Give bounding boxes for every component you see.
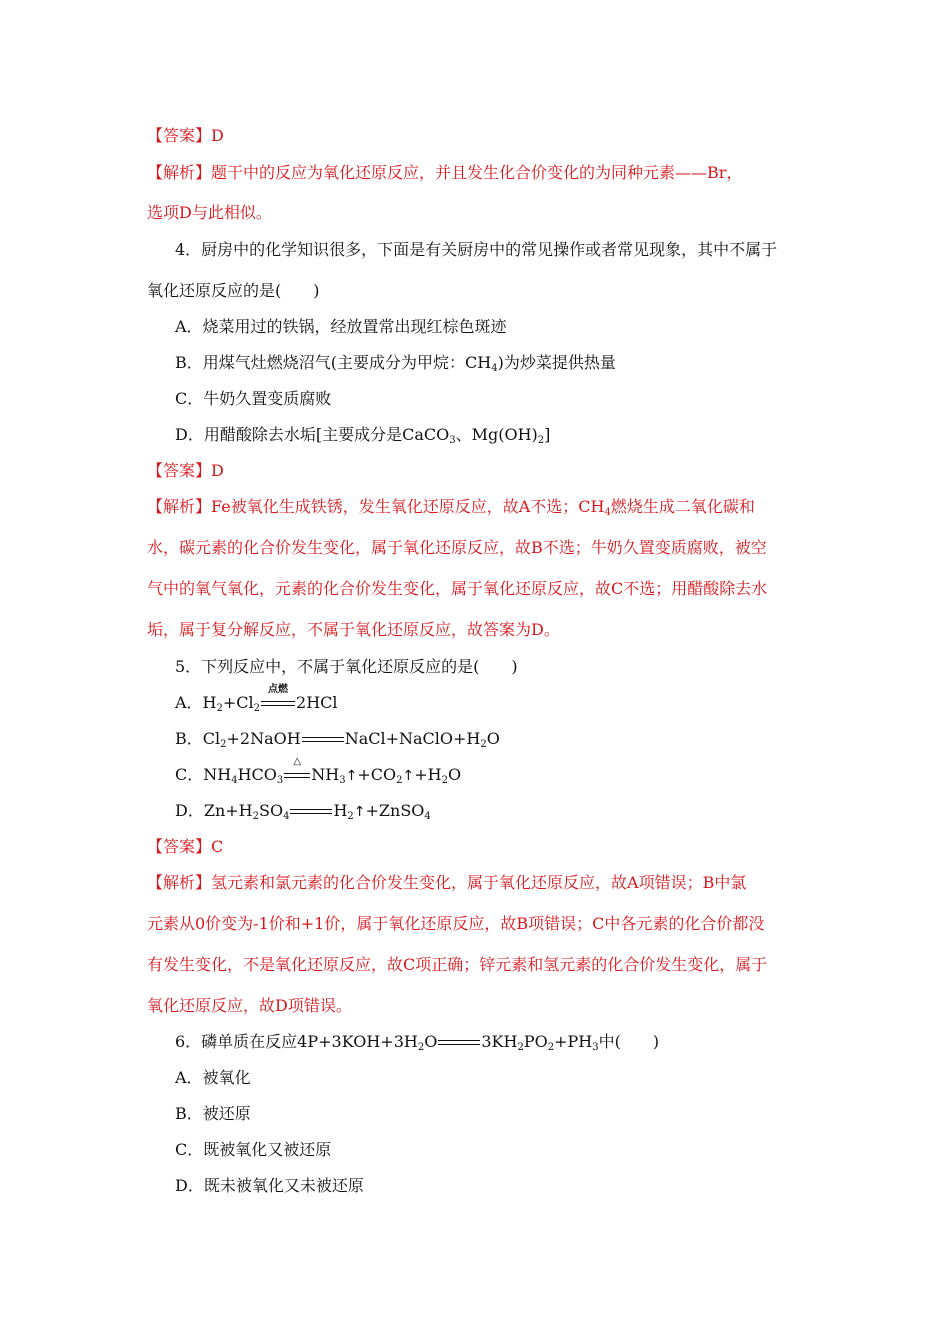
explanation-tag: 【解析】 bbox=[147, 873, 212, 892]
formula-text: O bbox=[447, 765, 462, 784]
option-text: )为炒菜提供热量 bbox=[497, 353, 616, 372]
question-4-option-c: C．牛奶久置变质腐败 bbox=[175, 389, 332, 408]
question-4-stem: 4．厨房中的化学知识很多，下面是有关厨房中的常见操作或者常见现象，其中不属于 bbox=[175, 240, 778, 259]
answer-tag: 【答案】 bbox=[147, 837, 212, 856]
subscript: 4 bbox=[491, 363, 498, 374]
formula-text: O bbox=[486, 729, 500, 748]
subscript: 2 bbox=[441, 775, 448, 786]
subscript: 2 bbox=[347, 811, 354, 822]
equals-bars bbox=[261, 701, 295, 706]
formula-text: NaCl+NaClO+H bbox=[344, 729, 481, 748]
option-text: ] bbox=[544, 425, 551, 444]
formula-text: +Cl bbox=[222, 693, 254, 712]
subscript: 2 bbox=[253, 703, 261, 714]
formula-text: B．Cl bbox=[175, 729, 221, 748]
explanation-5-line1 bbox=[147, 873, 746, 893]
subscript: 4 bbox=[231, 775, 238, 786]
subscript: 2 bbox=[252, 811, 259, 822]
formula-text: C．NH bbox=[175, 765, 232, 784]
answer-5 bbox=[147, 837, 223, 857]
explanation-tag: 【解析】 bbox=[147, 497, 212, 516]
stem-text: +PH bbox=[554, 1032, 593, 1051]
subscript: 2 bbox=[547, 1042, 555, 1053]
question-5-option-d bbox=[175, 801, 431, 822]
formula-text: +ZnSO bbox=[365, 801, 425, 820]
subscript: 3 bbox=[276, 775, 284, 786]
question-4-option-b bbox=[175, 353, 616, 373]
explanation-5-line3: 有发生变化，不是氧化还原反应，故C项正确；锌元素和氢元素的化合价发生变化，属于 bbox=[147, 955, 768, 974]
explanation-3-line2: 选项D与此相似。 bbox=[147, 203, 272, 222]
subscript: 2 bbox=[517, 1042, 524, 1053]
explanation-text: 氢元素和氯元素的化合价发生变化，属于氧化还原反应，故A项错误；B中氯 bbox=[211, 873, 747, 892]
explanation-5-line4: 氧化还原反应，故D项错误。 bbox=[147, 996, 352, 1015]
answer-value: D bbox=[211, 126, 224, 145]
equals-bars bbox=[284, 773, 310, 778]
question-6-option-c: C．既被氧化又被还原 bbox=[175, 1140, 332, 1159]
question-4-option-d bbox=[175, 425, 550, 445]
explanation-text: 题干中的反应为氧化还原反应，并且发生化合价变化的为同种元素——Br， bbox=[211, 163, 743, 182]
answer-value: C bbox=[211, 837, 224, 856]
subscript: 2 bbox=[537, 435, 545, 446]
question-4-option-a: A．烧菜用过的铁锅，经放置常出现红棕色斑迹 bbox=[175, 317, 507, 336]
subscript: 4 bbox=[424, 811, 431, 822]
equals-sign bbox=[438, 1033, 480, 1047]
stem-text: O bbox=[424, 1032, 438, 1051]
formula-text: A．H bbox=[175, 693, 217, 712]
formula-text: D．Zn+H bbox=[175, 801, 253, 820]
question-6-option-a: A．被氧化 bbox=[175, 1068, 251, 1087]
subscript: 2 bbox=[396, 775, 403, 786]
subscript: 2 bbox=[480, 739, 487, 750]
equals-bars bbox=[302, 737, 344, 742]
subscript: 3 bbox=[339, 775, 346, 786]
reaction-condition bbox=[261, 684, 295, 708]
subscript: 4 bbox=[283, 811, 290, 822]
question-6-option-b: B．被还原 bbox=[175, 1104, 251, 1123]
explanation-4-line2: 水，碳元素的化合价发生变化，属于氧化还原反应，故B不选；牛奶久置变质腐败，被空 bbox=[147, 538, 767, 557]
formula-text: HCO bbox=[237, 765, 277, 784]
stem-text: 中( ) bbox=[598, 1032, 660, 1051]
stem-text: PO bbox=[523, 1032, 548, 1051]
condition-label: 点燃 bbox=[268, 684, 289, 695]
option-text: 、Mg(OH) bbox=[455, 425, 538, 444]
formula-text: H bbox=[333, 801, 348, 820]
explanation-4-line4: 垢，属于复分解反应，不属于氧化还原反应，故答案为D。 bbox=[147, 620, 560, 639]
option-text: B．用煤气灶燃烧沼气(主要成分为甲烷：CH bbox=[175, 353, 492, 372]
gas-up-arrow-icon: ↑ bbox=[353, 804, 366, 820]
formula-text: +CO bbox=[357, 765, 397, 784]
formula-text: +H bbox=[414, 765, 442, 784]
answer-tag: 【答案】 bbox=[147, 126, 212, 145]
subscript: 4 bbox=[604, 507, 611, 518]
equals-bars bbox=[438, 1040, 480, 1045]
question-5-option-a bbox=[175, 684, 338, 714]
answer-value: D bbox=[211, 461, 224, 480]
question-5-option-c bbox=[175, 756, 462, 786]
subscript: 3 bbox=[449, 435, 456, 446]
question-4-stem-cont: 氧化还原反应的是( ) bbox=[147, 281, 320, 300]
gas-up-arrow-icon: ↑ bbox=[345, 768, 358, 784]
explanation-5-line2: 元素从0价变为-1价和+1价，属于氧化还原反应，故B项错误；C中各元素的化合价都没 bbox=[147, 914, 765, 933]
formula-text: NH bbox=[311, 765, 340, 784]
equals-sign bbox=[290, 802, 332, 816]
answer-4 bbox=[147, 461, 224, 481]
explanation-4-line1 bbox=[147, 497, 755, 517]
subscript: 2 bbox=[216, 703, 223, 714]
explanation-4-line3: 气中的氧气氧化，元素的化合价发生变化，属于氧化还原反应，故C不选；用醋酸除去水 bbox=[147, 579, 768, 598]
formula-text: 2HCl bbox=[296, 693, 338, 712]
explanation-3-line1 bbox=[147, 163, 742, 183]
formula-text: SO bbox=[259, 801, 284, 820]
reaction-condition bbox=[284, 756, 310, 780]
stem-text: 3KH bbox=[481, 1032, 518, 1051]
explanation-tag: 【解析】 bbox=[147, 163, 212, 182]
subscript: 2 bbox=[417, 1042, 425, 1053]
answer-tag: 【答案】 bbox=[147, 461, 212, 480]
option-text: D．用醋酸除去水垢[主要成分是CaCO bbox=[175, 425, 450, 444]
explanation-text: 燃烧生成二氧化碳和 bbox=[610, 497, 755, 516]
question-5-stem: 5．下列反应中，不属于氧化还原反应的是( ) bbox=[175, 657, 518, 676]
gas-up-arrow-icon: ↑ bbox=[402, 768, 415, 784]
subscript: 3 bbox=[592, 1042, 599, 1053]
answer-3 bbox=[147, 126, 224, 146]
equals-sign bbox=[302, 730, 344, 744]
question-6-stem bbox=[175, 1032, 659, 1052]
explanation-text: Fe被氧化生成铁锈，发生氧化还原反应，故A不选；CH bbox=[211, 497, 605, 516]
question-5-option-b bbox=[175, 729, 500, 749]
question-6-option-d: D．既未被氧化又未被还原 bbox=[175, 1176, 364, 1195]
equals-bars bbox=[290, 809, 332, 814]
heat-label: △ bbox=[293, 756, 302, 767]
subscript: 2 bbox=[220, 739, 227, 750]
formula-text: +2NaOH bbox=[226, 729, 301, 748]
stem-text: 6．磷单质在反应4P+3KOH+3H bbox=[175, 1032, 418, 1051]
